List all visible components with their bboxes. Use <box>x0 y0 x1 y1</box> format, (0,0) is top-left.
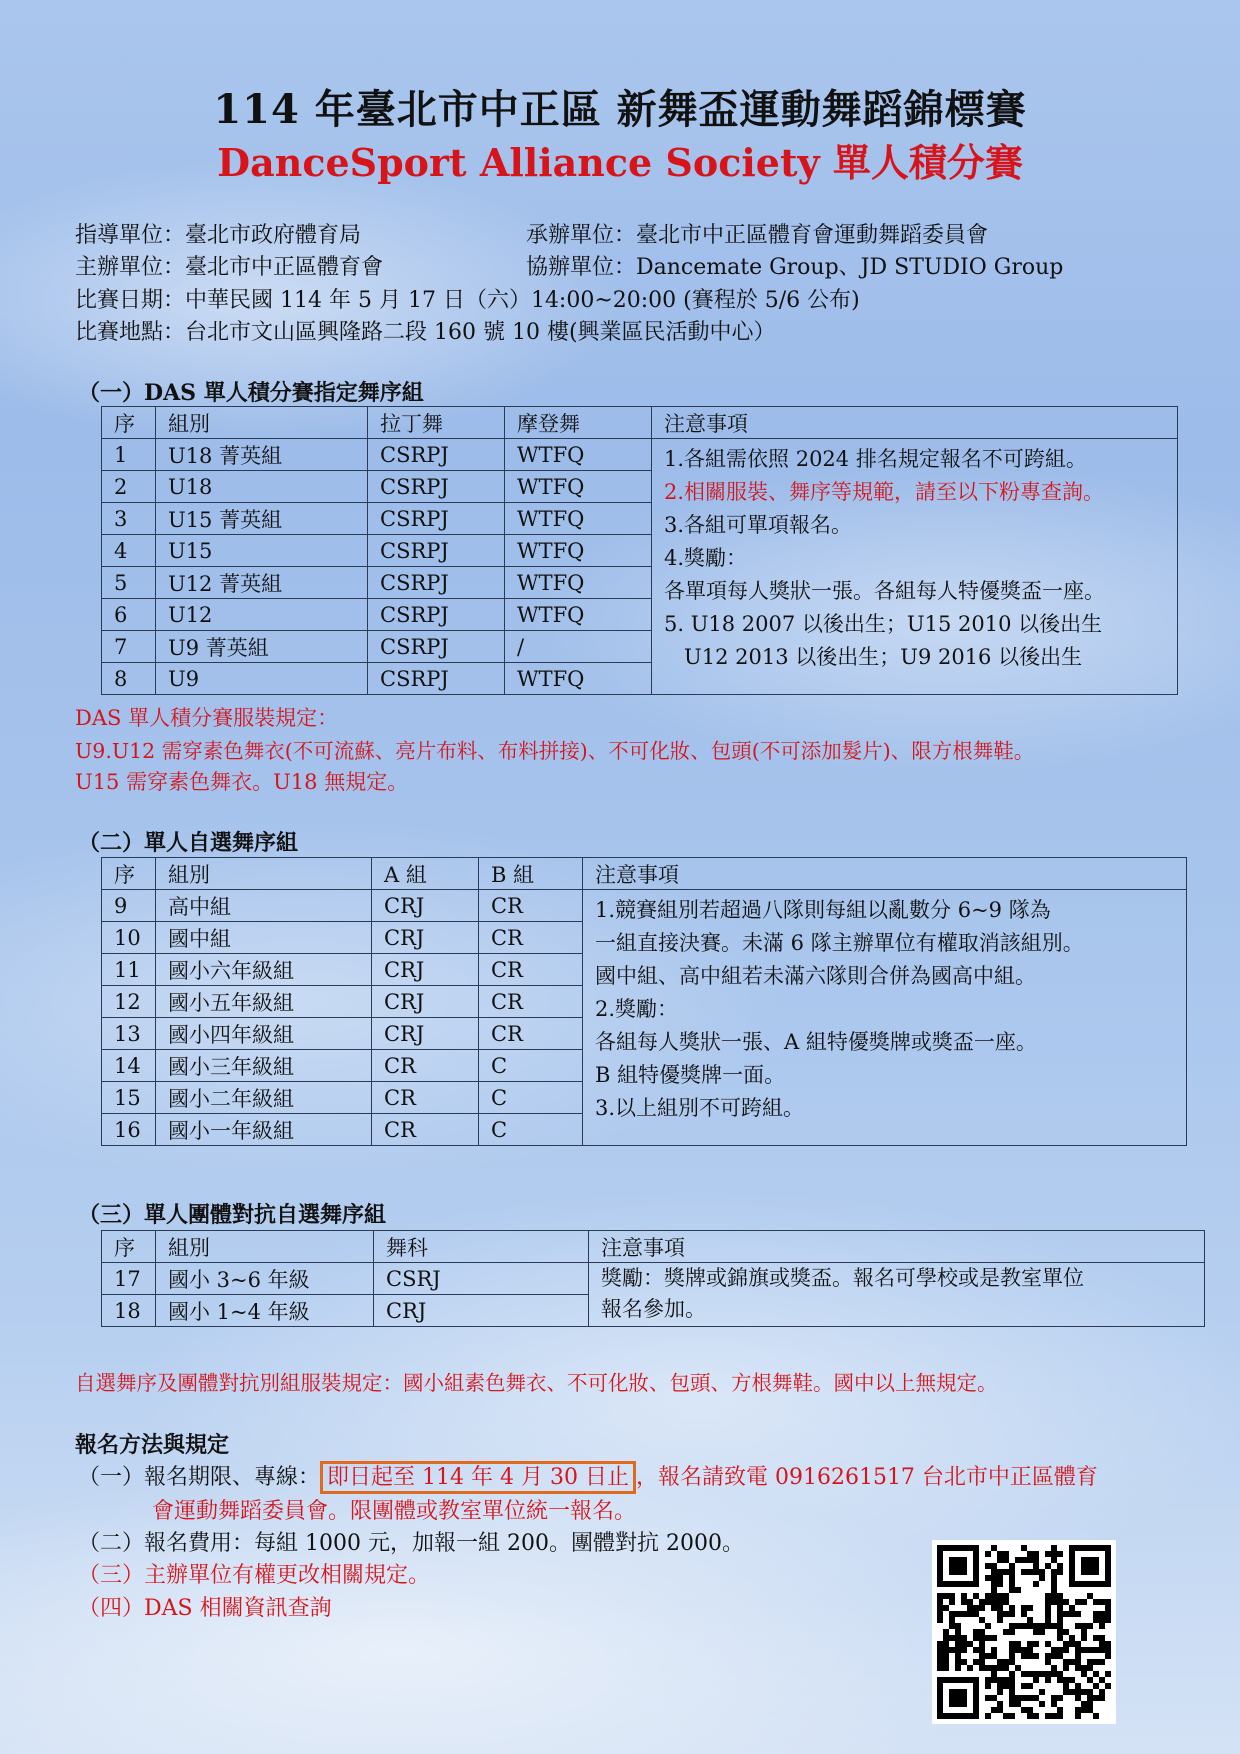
note-line: 1.各組需依照 2024 排名規定報名不可跨組。 <box>664 447 1087 471</box>
cell: WTFQ <box>505 663 652 695</box>
section3-table <box>101 1230 1205 1327</box>
cell: U18 菁英組 <box>156 439 368 471</box>
cell: 14 <box>102 1050 156 1082</box>
cell: CR <box>479 986 583 1018</box>
note-line: 5. U18 2007 以後出生；U15 2010 以後出生 <box>664 612 1103 636</box>
cell: 17 <box>102 1263 156 1295</box>
cell: CRJ <box>372 954 479 986</box>
section3-notes <box>589 1263 1205 1327</box>
organizer-unit: 承辦單位：臺北市中正區體育會運動舞蹈委員會 <box>526 223 989 248</box>
header-cell: 組別 <box>156 1231 374 1263</box>
header-cell: 摩登舞 <box>505 407 652 439</box>
cell: 6 <box>102 599 156 631</box>
section1-title: （一）DAS 單人積分賽指定舞序組 <box>78 380 424 406</box>
guide-unit: 指導單位：臺北市政府體育局 <box>75 223 362 248</box>
header-cell: 序 <box>102 1231 156 1263</box>
cell: 2 <box>102 471 156 503</box>
event-venue: 比賽地點：台北市文山區興隆路二段 160 號 10 樓(興業區民活動中心） <box>75 320 776 345</box>
cell: 國中組 <box>156 922 372 954</box>
cell: C <box>479 1082 583 1114</box>
cell: CSRPJ <box>368 535 505 567</box>
cell: U15 菁英組 <box>156 503 368 535</box>
cell: CR <box>479 954 583 986</box>
registration-item4: （四）DAS 相關資訊查詢 <box>78 1596 332 1621</box>
table-header-row <box>102 1231 1205 1263</box>
cell: WTFQ <box>505 503 652 535</box>
cell: CR <box>479 1018 583 1050</box>
co-organizer-unit: 協辦單位：Dancemate Group、JD STUDIO Group <box>526 255 1064 280</box>
note-line: 3.以上組別不可跨組。 <box>595 1096 805 1120</box>
qr-finder <box>949 1689 967 1707</box>
cell: 13 <box>102 1018 156 1050</box>
cell: CR <box>372 1082 479 1114</box>
note-line: 報名參加。 <box>601 1297 706 1321</box>
cell: U12 <box>156 599 368 631</box>
section3-title: （三）單人團體對抗自選舞序組 <box>78 1202 387 1228</box>
cell: 高中組 <box>156 890 372 922</box>
cell: CSRPJ <box>368 663 505 695</box>
item1-rest: ，報名請致電 0916261517 台北市中正區體育 <box>635 1465 1098 1490</box>
cell: U12 菁英組 <box>156 567 368 599</box>
header-cell: 組別 <box>156 858 372 890</box>
note-line: 各組每人獎狀一張、A 組特優獎牌或獎盃一座。 <box>595 1030 1037 1054</box>
note-line: 一組直接決賽。未滿 6 隊主辦單位有權取消該組別。 <box>595 931 1084 955</box>
qr-finder <box>949 1557 967 1575</box>
cell: 7 <box>102 631 156 663</box>
registration-item1 <box>78 1460 1098 1491</box>
note-line: 獎勵：獎牌或錦旗或獎盃。報名可學校或是教室單位 <box>601 1266 1084 1290</box>
section1-dress-title: DAS 單人積分賽服裝規定： <box>75 706 339 730</box>
cell: CSRPJ <box>368 631 505 663</box>
item1-prefix: （一）報名期限、專線： <box>78 1465 321 1490</box>
cell: CSRJ <box>374 1263 589 1295</box>
header-cell: 注意事項 <box>583 858 1187 890</box>
cell: C <box>479 1050 583 1082</box>
cell: 國小一年級組 <box>156 1114 372 1146</box>
note-line: 2.相關服裝、舞序等規範，請至以下粉專查詢。 <box>664 480 1105 504</box>
cell: CR <box>479 890 583 922</box>
cell: 16 <box>102 1114 156 1146</box>
cell: CSRPJ <box>368 599 505 631</box>
registration-item2: （二）報名費用：每組 1000 元，加報一組 200。團體對抗 2000。 <box>78 1531 744 1556</box>
qr-finder <box>1081 1557 1099 1575</box>
cell: 10 <box>102 922 156 954</box>
cell: 國小 1~4 年級 <box>156 1295 374 1327</box>
table-header-row <box>102 407 1178 439</box>
cell: 11 <box>102 954 156 986</box>
cell: 國小四年級組 <box>156 1018 372 1050</box>
cell: 18 <box>102 1295 156 1327</box>
cell: / <box>505 631 652 663</box>
registration-item3: （三）主辦單位有權更改相關規定。 <box>78 1563 431 1588</box>
cell: CRJ <box>372 1018 479 1050</box>
cell: CRJ <box>372 890 479 922</box>
note-line: 2.獎勵： <box>595 997 679 1021</box>
cell: 5 <box>102 567 156 599</box>
cell: C <box>479 1114 583 1146</box>
cell: CSRPJ <box>368 567 505 599</box>
cell: CSRPJ <box>368 471 505 503</box>
cell: U18 <box>156 471 368 503</box>
header-cell: 組別 <box>156 407 368 439</box>
cell: 3 <box>102 503 156 535</box>
cell: 8 <box>102 663 156 695</box>
section1-dress-line1: U9.U12 需穿素色舞衣(不可流蘇、亮片布料、布料拼接)、不可化妝、包頭(不可添加髮片)、限方根舞鞋。 <box>75 739 1035 763</box>
header-cell: 拉丁舞 <box>368 407 505 439</box>
table-row <box>102 1263 1205 1295</box>
note-line: 各單項每人獎狀一張。各組每人特優獎盃一座。 <box>664 579 1105 603</box>
table-row <box>102 439 1178 471</box>
cell: CRJ <box>372 986 479 1018</box>
host-unit: 主辦單位：臺北市中正區體育會 <box>75 255 384 280</box>
cell: CR <box>372 1050 479 1082</box>
section1-dress-line2: U15 需穿素色舞衣。U18 無規定。 <box>75 770 409 794</box>
section2-table <box>101 857 1187 1146</box>
section2-notes <box>583 890 1187 1146</box>
cell: CRJ <box>374 1295 589 1327</box>
page-subtitle: DanceSport Alliance Society 單人積分賽 <box>217 140 1023 185</box>
section2-title: （二）單人自選舞序組 <box>78 830 299 856</box>
cell: CRJ <box>372 922 479 954</box>
table-row <box>102 890 1187 922</box>
cell: CSRPJ <box>368 439 505 471</box>
cell: WTFQ <box>505 439 652 471</box>
table-header-row <box>102 858 1187 890</box>
cell: 9 <box>102 890 156 922</box>
section1-notes <box>652 439 1178 695</box>
note-line: 3.各組可單項報名。 <box>664 513 853 537</box>
note-line: 4.獎勵： <box>664 546 748 570</box>
cell: 國小二年級組 <box>156 1082 372 1114</box>
cell: WTFQ <box>505 567 652 599</box>
note-line: 國中組、高中組若未滿六隊則合併為國高中組。 <box>595 964 1036 988</box>
note-line: B 組特優獎牌一面。 <box>595 1063 786 1087</box>
qr-code-icon[interactable] <box>932 1540 1116 1724</box>
cell: 國小五年級組 <box>156 986 372 1018</box>
cell: U15 <box>156 535 368 567</box>
registration-item1-line2: 會運動舞蹈委員會。限團體或教室單位統一報名。 <box>152 1499 637 1524</box>
header-cell: A 組 <box>372 858 479 890</box>
cell: U9 <box>156 663 368 695</box>
header-cell: 序 <box>102 407 156 439</box>
header-cell: 注意事項 <box>589 1231 1205 1263</box>
header-cell: 注意事項 <box>652 407 1178 439</box>
cell: 國小六年級組 <box>156 954 372 986</box>
registration-title: 報名方法與規定 <box>75 1432 230 1458</box>
deadline-highlight: 即日起至 114 年 4 月 30 日止 <box>320 1461 636 1494</box>
page-title: 114 年臺北市中正區 新舞盃運動舞蹈錦標賽 <box>213 86 1027 133</box>
cell: WTFQ <box>505 471 652 503</box>
cell: 15 <box>102 1082 156 1114</box>
cell: 1 <box>102 439 156 471</box>
cell: CR <box>479 922 583 954</box>
cell: 12 <box>102 986 156 1018</box>
cell: 國小 3~6 年級 <box>156 1263 374 1295</box>
event-date: 比賽日期：中華民國 114 年 5 月 17 日（六）14:00~20:00 (賽程於 5/6 公布) <box>75 288 860 313</box>
cell: 4 <box>102 535 156 567</box>
qr-code-graphic <box>932 1540 1116 1724</box>
header-cell: 序 <box>102 858 156 890</box>
section1-table <box>101 406 1178 695</box>
note-line: U12 2013 以後出生；U9 2016 以後出生 <box>664 645 1083 669</box>
cell: U9 菁英組 <box>156 631 368 663</box>
cell: CSRPJ <box>368 503 505 535</box>
note-line: 1.競賽組別若超過八隊則每組以亂數分 6~9 隊為 <box>595 898 1051 922</box>
cell: WTFQ <box>505 535 652 567</box>
header-cell: 舞科 <box>374 1231 589 1263</box>
header-cell: B 組 <box>479 858 583 890</box>
cell: WTFQ <box>505 599 652 631</box>
section3-dress-rule: 自選舞序及團體對抗別組服裝規定：國小組素色舞衣、不可化妝、包頭、方根舞鞋。國中以上無規定。 <box>75 1371 998 1395</box>
cell: CR <box>372 1114 479 1146</box>
cell: 國小三年級組 <box>156 1050 372 1082</box>
